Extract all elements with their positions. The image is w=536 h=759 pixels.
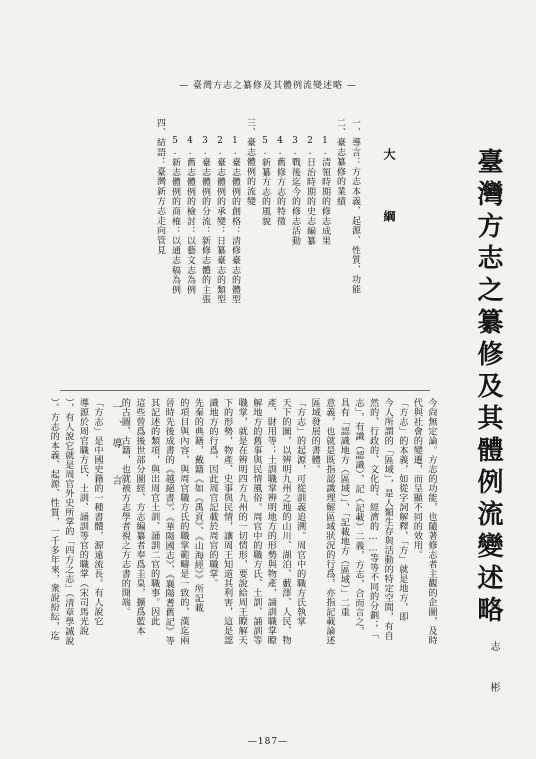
text-column: 的項目與內容，與周官職方氏的職掌範疇是一致的，漢迄兩	[177, 398, 189, 645]
outline-item: 一、導言：方志本義、起源、性質、功能	[350, 118, 360, 295]
text-column: 意義，也就是既指認識理解區域狀況的行爲，亦指記載論述	[323, 398, 335, 645]
outline-item: 2.日治時期的史志編纂	[305, 136, 315, 246]
text-column: 下的形勢，物產、史事與民情，讓周王知道其利害，這是認	[221, 398, 233, 645]
text-column: 具有「認識地方（區域）」、「記載地方（區域）」二重	[338, 398, 350, 618]
outline-item: 1.臺志體例的創格：清修臺志的體型	[230, 136, 240, 305]
text-column: 解地方的舊事與民情風俗。周官中的職方氏、土訓、誦訓等	[250, 398, 262, 645]
text-column: 志」，有識（認識）、記（記載）二義，方志，合而言之，	[353, 398, 364, 636]
text-column: 「方志」的本義，如從字詞解釋，「方」就是地方，即	[396, 398, 408, 622]
text-column: 產、財用等；土訓職掌辨明地方的形勢與物產，誦訓職掌瞭	[265, 398, 277, 645]
text-column: 識地方的行爲，因此周官記載於周官的職掌。	[207, 398, 218, 588]
text-column: 「方志」的起源，可從訓義追溯。周官中的職方氏執掌	[294, 398, 306, 626]
outline-item: 4.舊志體例的檢討：以藝文志為例	[185, 136, 195, 295]
text-column: ），有人說它就是周官外史所掌的「四方之志」（清章學誠說	[62, 398, 74, 646]
text-column: 職掌，就是在辨明四方九州的一切情形，要說給周王瞭解天	[236, 398, 248, 645]
outline-heading: 大 綱	[382, 148, 396, 240]
text-column: 導源於周官職方氏、土訓、誦訓等官的職掌（宋司馬光說	[77, 398, 89, 636]
text-column: ）。方志的本義、起源、性質，一千多年來，衆說紛紜，迄	[48, 398, 60, 641]
text-column: 今人所謂的「區域」，是人類生存與活動的特定空間，有自	[382, 398, 394, 641]
outline-item: 4.舊修方志的特徵	[275, 136, 285, 227]
article-title: 臺灣方志之纂修及其體例流變述略	[473, 148, 503, 628]
outline-item: 三、臺志體例的流變	[245, 118, 255, 207]
text-column: 天下的圖，以辨明九州之地的山川、湖泊、藪澤、人民、物	[280, 398, 291, 645]
outline-item: 3.戰後迄今的修志活動	[290, 136, 300, 246]
outline-item: 5.新纂方志的風貌	[260, 136, 270, 227]
text-column: 今尙無定論。方志的功能，也隨著修志者主觀的企圖，及時	[426, 398, 437, 645]
outline-item: 1.清領時期的修志成果	[320, 136, 330, 246]
text-column: 代與社會的變遷，而呈顯不同的效用。	[411, 398, 423, 560]
outline-item: 2.臺志體例的承變：日纂臺志的類型	[215, 136, 225, 305]
outline-item: 5.新志體例的商榷：以通志稿為例	[170, 136, 180, 295]
text-column: 這些曾爲後世部分圖經、方志編纂者奉爲圭臬，擴爲藍本	[134, 398, 145, 636]
outline-item: 二、臺志纂修的業績	[335, 118, 345, 207]
text-column: 的古圖、古籍，也就被方志學者視之方志書的開端。	[119, 398, 131, 617]
page-number: —187—	[247, 737, 289, 747]
text-column: 然的、行政的、文化的、經濟的……等等不同的分劃；「	[367, 398, 379, 640]
text-column: 先秦的典籍，戴籍《如《禹貢》、《山海經》》所記載	[192, 398, 204, 613]
text-column: 其記述的類項，與出周官土訓、誦訓二官的職事。因此	[148, 398, 160, 626]
author-name: 高 志 彬	[488, 600, 499, 702]
intro-heading: 一、導 言	[110, 402, 121, 493]
section-divider	[60, 390, 430, 391]
text-column: 晉時先後成書的《越絕書》、《華陽國志》、《襄陽耆舊記》等	[163, 398, 175, 646]
outline-item: 3.臺志體例的分流：新修志體的主張	[200, 136, 210, 305]
text-column: 「方志」是中國史籍的一種書體，源遠流長。有人說它	[92, 398, 103, 626]
running-header: — 臺灣方志之纂修及其體例流變述略 —	[179, 81, 357, 91]
outline-item: 四、結語：臺灣新方志走向管見	[155, 118, 165, 256]
text-column: 區域發展的書體。	[309, 398, 321, 474]
